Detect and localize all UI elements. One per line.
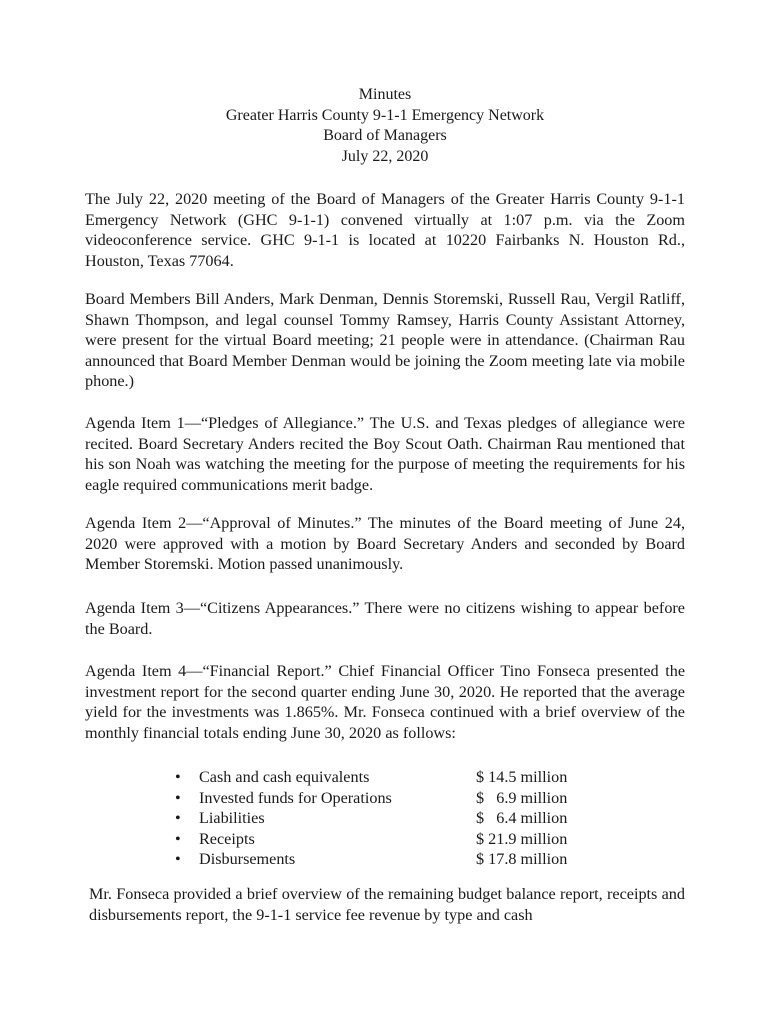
financial-item-label: Cash and cash equivalents (199, 768, 370, 786)
bullet-icon: • (175, 850, 181, 869)
paragraph-meeting-convened: The July 22, 2020 meeting of the Board of Managers of the Greater Harris County 9-1-1 Emergency Network (GHC 9-1-1) convened virtually at 1:07 p.m. via the Zoom videoconference service. GHC 9-1-1 is located at 10220 Fairbanks N. Houston Rd., Houston, Texas 77064. (85, 190, 685, 270)
financial-item-amount: $ 6.9 million (476, 788, 568, 807)
financial-item-label: Disbursements (199, 850, 296, 869)
heading-date: July 22, 2020 (341, 147, 429, 165)
paragraph-agenda-item-2: Agenda Item 2—“Approval of Minutes.” The minutes of the Board meeting of June 24, 2020 were approved with a motion by Board Secretary Anders and seconded by Board Member Storemski. Motion passed unanimously. (85, 514, 685, 574)
financial-item-label: Liabilities (199, 809, 265, 828)
document-heading (85, 85, 685, 167)
list-item (170, 829, 610, 850)
heading-organization: Greater Harris County 9-1-1 Emergency Network (225, 106, 545, 124)
bullet-icon: • (175, 809, 181, 828)
heading-title: Minutes (358, 86, 412, 103)
financial-item-label: Invested funds for Operations (199, 788, 392, 807)
financial-item-amount: $ 17.8 million (476, 850, 568, 869)
heading-board: Board of Managers (323, 127, 447, 144)
paragraph-agenda-item-1: Agenda Item 1—“Pledges of Allegiance.” The U.S. and Texas pledges of allegiance were recited. Board Secretary Anders recited the Boy Scout Oath. Chairman Rau mentioned that his son Noah was watching the meeting for the purpose of meeting the requirements for his eagle required communications merit badge. (85, 414, 685, 494)
bullet-icon: • (175, 768, 181, 786)
list-item (170, 808, 610, 829)
financial-item-amount: $ 21.9 million (476, 829, 568, 848)
financial-item-amount: $ 6.4 million (476, 809, 568, 828)
bullet-icon: • (175, 788, 181, 807)
financial-totals-list (170, 767, 610, 870)
list-item (170, 849, 610, 870)
paragraph-agenda-item-3: Agenda Item 3—“Citizens Appearances.” There were no citizens wishing to appear before the Board. (85, 599, 685, 638)
paragraph-agenda-item-4: Agenda Item 4—“Financial Report.” Chief Financial Officer Tino Fonseca presented the investment report for the second quarter ending June 30, 2020. He reported that the average yield for the investments was 1.865%. Mr. Fonseca continued with a brief overview of the monthly financial totals ending June 30, 2020 as follows: (85, 662, 685, 742)
list-item (170, 767, 610, 788)
bullet-icon: • (175, 829, 181, 848)
list-item (170, 788, 610, 809)
financial-item-label: Receipts (199, 829, 255, 848)
financial-item-amount: $ 14.5 million (476, 768, 568, 786)
paragraph-budget-overview: Mr. Fonseca provided a brief overview of the remaining budget balance report, receipts and disbursements report, the 9-1-1 service fee revenue by type and cash (89, 885, 685, 924)
paragraph-attendance: Board Members Bill Anders, Mark Denman, Dennis Storemski, Russell Rau, Vergil Ratliff, Shawn Thompson, and legal counsel Tommy Ramsey, Harris County Assistant Attorney, were present for the virtual Board meeting; 21 people were in attendance. (Chairman Rau announced that Board Member Denman would be joining the Zoom meeting late via mobile phone.) (85, 290, 685, 391)
